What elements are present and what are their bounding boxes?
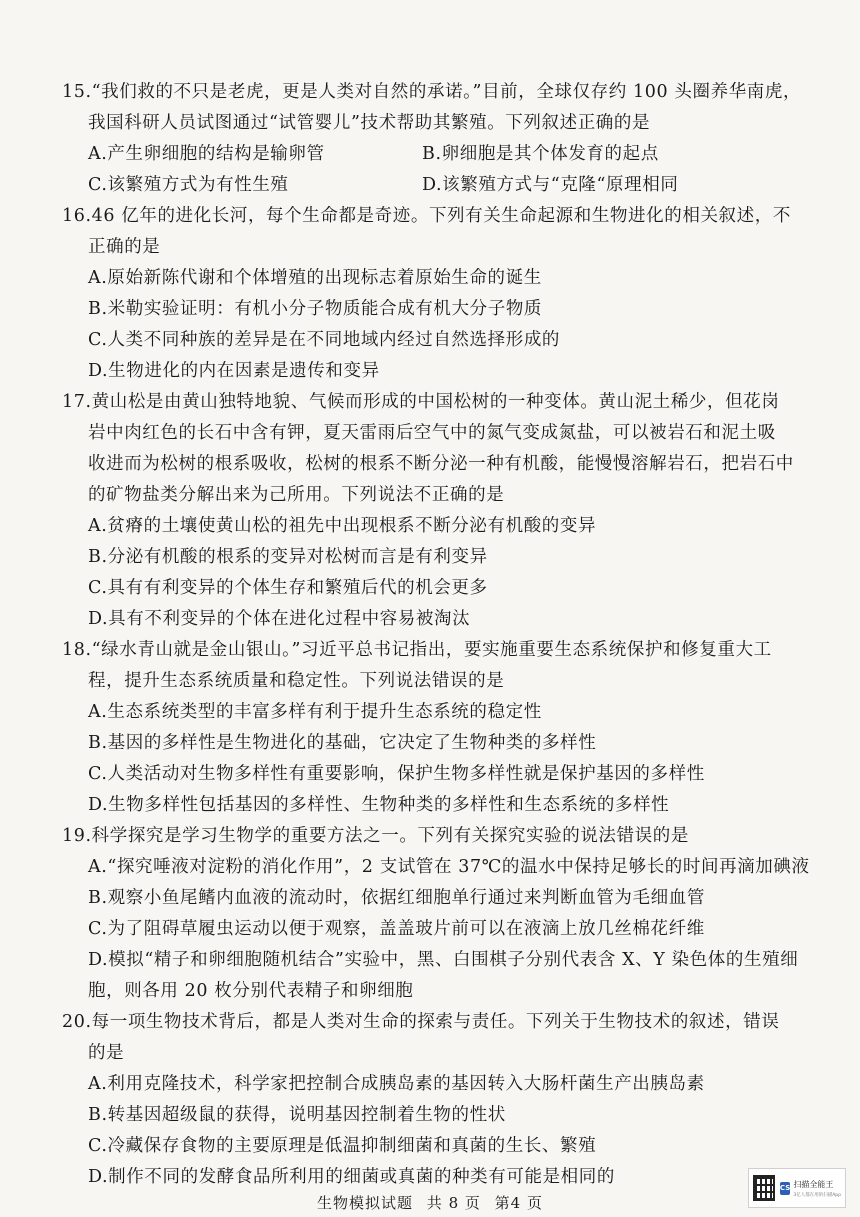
question-19-option-b: B.观察小鱼尾鳍内血液的流动时，依据红细胞单行通过来判断血管为毛细血管 (88, 888, 705, 908)
question-17-option-d: D.具有不利变异的个体在进化过程中容易被淘汰 (88, 609, 471, 629)
page-footer (0, 1192, 860, 1213)
question-16-option-a: A.原始新陈代谢和个体增殖的出现标志着原始生命的诞生 (88, 268, 542, 288)
question-16-stem-line-2: 正确的是 (88, 237, 161, 257)
scanner-title: 扫描全能王 (793, 1179, 834, 1189)
question-15-option-d: D.该繁殖方式与“克隆“原理相同 (422, 175, 679, 195)
question-15-stem-line-2: 我国科研人员试图通过“试管婴儿”技术帮助其繁殖。下列叙述正确的是 (88, 113, 651, 133)
footer-subject: 生物模拟试题 (317, 1194, 414, 1212)
scanner-subtitle: 3亿人都在用的扫描App (793, 1192, 841, 1198)
question-17-option-a: A.贫瘠的土壤使黄山松的祖先中出现根系不断分泌有机酸的变异 (88, 516, 597, 536)
question-18-option-c: C.人类活动对生物多样性有重要影响，保护生物多样性就是保护基因的多样性 (88, 764, 705, 784)
footer-page-number: 第4 页 (494, 1194, 543, 1212)
question-20-option-c: C.冷藏保存食物的主要原理是低温抑制细菌和真菌的生长、繁殖 (88, 1136, 597, 1156)
question-17-option-c: C.具有有利变异的个体生存和繁殖后代的机会更多 (88, 578, 488, 598)
question-18-option-a: A.生态系统类型的丰富多样有利于提升生态系统的稳定性 (88, 702, 542, 722)
scanner-watermark-badge (748, 1168, 846, 1208)
question-20-stem-line-1: 20.每一项生物技术背后，都是人类对生命的探索与责任。下列关于生物技术的叙述，错误 (62, 1012, 780, 1032)
question-20-option-d: D.制作不同的发酵食品所利用的细菌或真菌的种类有可能是相同的 (88, 1167, 615, 1187)
question-19-option-a: A.“探究唾液对淀粉的消化作用”，2 支试管在 37℃的温水中保持足够长的时间再滴加碘液 (88, 857, 810, 877)
question-18-stem-line-1: 18.“绿水青山就是金山银山。”习近平总书记指出，要实施重要生态系统保护和修复重大工 (62, 640, 772, 660)
question-16-option-c: C.人类不同种族的差异是在不同地域内经过自然选择形成的 (88, 330, 561, 350)
question-17-stem-line-3: 收进而为松树的根系吸收，松树的根系不断分泌一种有机酸，能慢慢溶解岩石，把岩石中 (88, 454, 794, 474)
question-20-option-b: B.转基因超级鼠的获得，说明基因控制着生物的性状 (88, 1105, 506, 1125)
question-20-option-a: A.利用克隆技术，科学家把控制合成胰岛素的基因转入大肠杆菌生产出胰岛素 (88, 1074, 705, 1094)
footer-total-pages: 共 8 页 (426, 1194, 481, 1212)
question-15-stem-line-1: 15.“我们救的不只是老虎，更是人类对自然的承诺。”目前，全球仅存约 100 头圈养华南虎， (62, 82, 802, 102)
question-20-stem-line-2: 的是 (88, 1043, 125, 1063)
question-16-stem-line-1: 16.46 亿年的进化长河，每个生命都是奇迹。下列有关生命起源和生物进化的相关叙述，不 (62, 206, 791, 226)
question-16-option-b: B.米勒实验证明：有机小分子物质能合成有机大分子物质 (88, 299, 543, 319)
question-19-stem-line-1: 19.科学探究是学习生物学的重要方法之一。下列有关探究实验的说法错误的是 (62, 826, 689, 846)
question-17-stem-line-1: 17.黄山松是由黄山独特地貌、气候而形成的中国松树的一种变体。黄山泥土稀少，但花岗 (62, 392, 780, 412)
question-15-option-c: C.该繁殖方式为有性生殖 (88, 175, 289, 195)
question-17-stem-line-2: 岩中肉红色的长石中含有钾，夏天雷雨后空气中的氮气变成氮盐，可以被岩石和泥土吸 (88, 423, 776, 443)
question-15-option-b: B.卵细胞是其个体发育的起点 (422, 144, 659, 164)
question-19-option-d-continued: 胞，则各用 20 枚分别代表精子和卵细胞 (88, 981, 414, 1001)
camscanner-logo-icon: CS (780, 1182, 791, 1195)
question-19-option-d: D.模拟“精子和卵细胞随机结合”实验中，黑、白围棋子分别代表含 X、Y 染色体的生殖细 (88, 950, 799, 970)
question-19-option-c: C.为了阻碍草履虫运动以便于观察，盖盖玻片前可以在液滴上放几丝棉花纤维 (88, 919, 705, 939)
question-18-option-d: D.生物多样性包括基因的多样性、生物种类的多样性和生态系统的多样性 (88, 795, 670, 815)
question-17-option-b: B.分泌有机酸的根系的变异对松树而言是有利变异 (88, 547, 488, 567)
question-18-stem-line-2: 程，提升生态系统质量和稳定性。下列说法错误的是 (88, 671, 505, 691)
question-15-option-a: A.产生卵细胞的结构是输卵管 (88, 144, 325, 164)
question-17-stem-line-4: 的矿物盐类分解出来为己所用。下列说法不正确的是 (88, 485, 505, 505)
question-18-option-b: B.基因的多样性是生物进化的基础，它决定了生物种类的多样性 (88, 733, 597, 753)
question-16-option-d: D.生物进化的内在因素是遗传和变异 (88, 361, 380, 381)
qr-code-icon (753, 1175, 775, 1201)
